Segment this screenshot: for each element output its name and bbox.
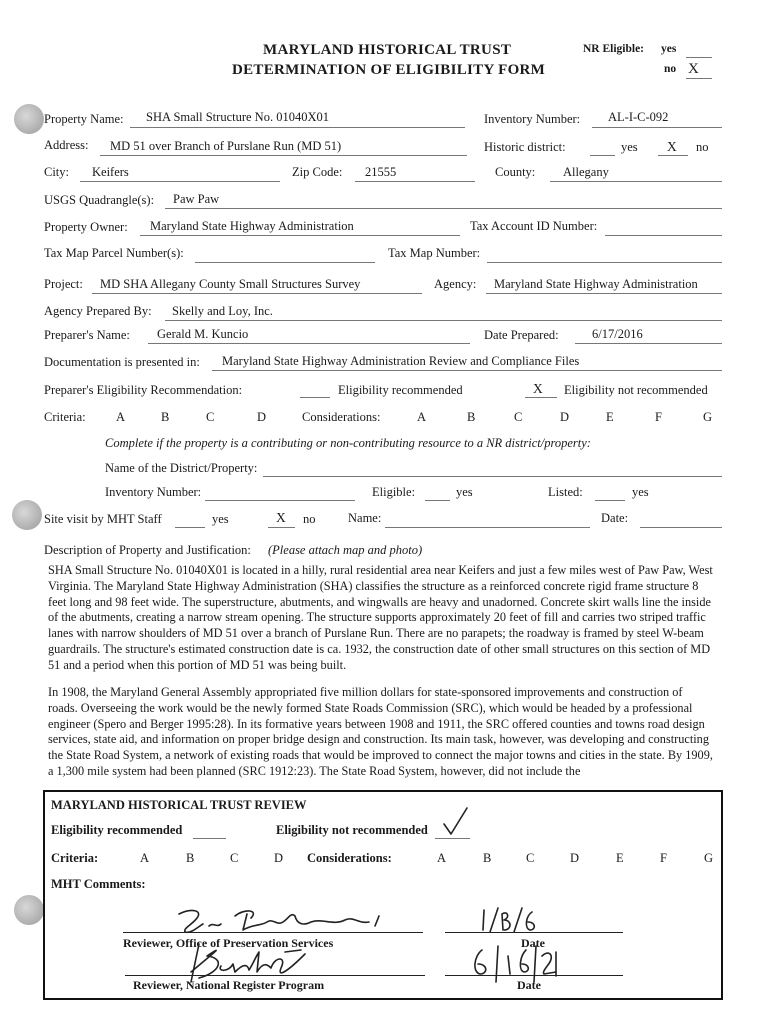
historic-district-mark: X bbox=[667, 139, 677, 154]
description-paragraph-1: SHA Small Structure No. 01040X01 is located in a hilly, rural residential area near Keifers and just a few miles west of Paw Paw, West Virginia. The Maryland State Highway Administration (SHA) classifies the structure as a reinforced concrete rigid frame structure 8 feet long and 98 feet wide. The superstructure, abutments, and wingwalls are heavy and unadorned. Concrete skirt walls line the inside of the abutments, creating a narrow stream opening. The structure supports approximately 20 feet of fill and carries two striped traffic lanes with narrow shoulders of MD 51 over a branch of Purslane Run. There are no parapets; the roadway is framed by steel W-beam guardrails. The structure's estimated construction date is ca. 1932, the construction date of other small structures on this section of MD 51 and a period when this portion of MD 51 was being built. bbox=[48, 563, 713, 672]
usgs-value: Paw Paw bbox=[173, 192, 220, 206]
criteria-option-0: A bbox=[116, 410, 126, 424]
county-value: Allegany bbox=[563, 165, 609, 179]
review-criteria-label: Criteria: bbox=[51, 851, 99, 865]
tax-map-label: Tax Map Number: bbox=[388, 246, 481, 260]
listed-yes: yes bbox=[632, 485, 649, 499]
review-consideration-option-6: G bbox=[704, 851, 714, 865]
nr-no-mark: X bbox=[688, 61, 699, 77]
description-note: (Please attach map and photo) bbox=[268, 543, 423, 557]
owner-value: Maryland State Highway Administration bbox=[150, 219, 354, 233]
preparer-label: Preparer's Name: bbox=[44, 328, 130, 342]
date-prepared-label: Date Prepared: bbox=[484, 328, 559, 342]
agency-prepared-value: Skelly and Loy, Inc. bbox=[172, 304, 273, 318]
listed-label: Listed: bbox=[548, 485, 583, 499]
inventory-number2-label: Inventory Number: bbox=[105, 485, 202, 499]
address-label: Address: bbox=[44, 138, 89, 152]
date-2-value bbox=[485, 960, 528, 976]
tax-parcel-label: Tax Map Parcel Number(s): bbox=[44, 246, 184, 260]
date-1-label: Date bbox=[521, 936, 545, 950]
review-consideration-option-3: D bbox=[570, 851, 580, 865]
nr-yes-label: yes bbox=[661, 43, 677, 55]
review-eligibility-recommended: Eligibility recommended bbox=[51, 823, 183, 837]
eligible-yes: yes bbox=[456, 485, 473, 499]
review-checkmark bbox=[441, 806, 471, 838]
review-consideration-option-5: F bbox=[660, 851, 667, 865]
review-criteria-option-0: A bbox=[140, 851, 150, 865]
review-criteria-option-2: C bbox=[230, 851, 239, 865]
criteria-option-1: B bbox=[161, 410, 170, 424]
nr-eligible-label: NR Eligible: bbox=[583, 43, 645, 55]
review-consideration-option-0: A bbox=[437, 851, 447, 865]
consideration-option-5: F bbox=[655, 410, 662, 424]
review-eligibility-not-recommended: Eligibility not recommended bbox=[276, 823, 428, 837]
consideration-option-0: A bbox=[417, 410, 427, 424]
property-name-label: Property Name: bbox=[44, 112, 124, 126]
project-value: MD SHA Allegany County Small Structures Survey bbox=[100, 277, 361, 291]
consideration-option-4: E bbox=[606, 410, 614, 424]
considerations-label: Considerations: bbox=[302, 410, 381, 424]
site-visit-date-label: Date: bbox=[601, 511, 629, 525]
binder-hole-middle bbox=[12, 500, 42, 530]
site-visit-name-label: Name: bbox=[348, 511, 382, 525]
form-title-line2: DETERMINATION OF ELIGIBILITY FORM bbox=[232, 62, 546, 78]
form-title-line1: MARYLAND HISTORICAL TRUST bbox=[263, 42, 512, 58]
historic-district-no: no bbox=[696, 140, 709, 154]
documentation-label: Documentation is presented in: bbox=[44, 355, 200, 369]
criteria-option-2: C bbox=[206, 410, 215, 424]
review-title: MARYLAND HISTORICAL TRUST REVIEW bbox=[51, 798, 307, 812]
consideration-option-3: D bbox=[560, 410, 570, 424]
site-visit-label: Site visit by MHT Staff bbox=[44, 512, 162, 526]
review-considerations-label: Considerations: bbox=[307, 851, 392, 865]
project-label: Project: bbox=[44, 277, 83, 291]
city-label: City: bbox=[44, 165, 70, 179]
review-consideration-option-4: E bbox=[616, 851, 624, 865]
reviewer-2-label: Reviewer, National Register Program bbox=[133, 978, 325, 992]
zip-value: 21555 bbox=[365, 165, 397, 179]
site-visit-no: no bbox=[303, 512, 316, 526]
preparer-value: Gerald M. Kuncio bbox=[157, 327, 249, 341]
property-name-value: SHA Small Structure No. 01040X01 bbox=[146, 110, 329, 124]
review-criteria-option-3: D bbox=[274, 851, 284, 865]
agency-value: Maryland State Highway Administration bbox=[494, 277, 698, 291]
county-label: County: bbox=[495, 165, 536, 179]
review-consideration-option-1: B bbox=[483, 851, 492, 865]
eligibility-recommendation-mark: X bbox=[533, 381, 543, 396]
review-criteria-option-1: B bbox=[186, 851, 195, 865]
mht-review-box bbox=[43, 790, 723, 1000]
criteria-option-3: D bbox=[257, 410, 267, 424]
historic-district-yes: yes bbox=[621, 140, 638, 154]
eligible-label: Eligible: bbox=[372, 485, 416, 499]
usgs-label: USGS Quadrangle(s): bbox=[44, 193, 155, 207]
site-visit-mark: X bbox=[276, 510, 286, 525]
site-visit-yes: yes bbox=[212, 512, 229, 526]
consideration-option-6: G bbox=[703, 410, 713, 424]
date-prepared-value: 6/17/2016 bbox=[592, 327, 643, 341]
zip-label: Zip Code: bbox=[292, 165, 343, 179]
documentation-value: Maryland State Highway Administration Review and Compliance Files bbox=[222, 354, 580, 368]
eligibility-not-recommended-label: Eligibility not recommended bbox=[564, 383, 708, 397]
criteria-label: Criteria: bbox=[44, 410, 86, 424]
mht-comments-label: MHT Comments: bbox=[51, 877, 146, 891]
eligibility-recommended-label: Eligibility recommended bbox=[338, 383, 463, 397]
reviewer-1-label: Reviewer, Office of Preservation Services bbox=[123, 936, 334, 950]
consideration-option-1: B bbox=[467, 410, 476, 424]
owner-label: Property Owner: bbox=[44, 220, 128, 234]
historic-district-label: Historic district: bbox=[484, 140, 566, 154]
consideration-option-2: C bbox=[514, 410, 523, 424]
inventory-number-value: AL-I-C-092 bbox=[608, 110, 669, 124]
contributing-note: Complete if the property is a contributing or non-contributing resource to a NR district/property: bbox=[105, 436, 591, 450]
agency-prepared-label: Agency Prepared By: bbox=[44, 304, 152, 318]
district-name-label: Name of the District/Property: bbox=[105, 461, 258, 475]
inventory-number-label: Inventory Number: bbox=[484, 112, 581, 126]
date-2-label: Date bbox=[517, 978, 541, 992]
description-label: Description of Property and Justification: bbox=[44, 543, 251, 557]
recommendation-label: Preparer's Eligibility Recommendation: bbox=[44, 383, 243, 397]
city-value: Keifers bbox=[92, 165, 129, 179]
binder-hole-top bbox=[14, 104, 44, 134]
binder-hole-bottom bbox=[14, 895, 44, 925]
nr-no-label: no bbox=[664, 63, 677, 75]
reviewer-1-signature bbox=[173, 904, 393, 940]
description-paragraph-2: In 1908, the Maryland General Assembly appropriated five million dollars for state-sponsored improvements and construction of roads. Overseeing the work would be the newly formed State Roads Commission (SRC), which would be headed by a professional engineer (Spero and Berger 1995:28). In its formative years between 1908 and 1911, the SRC offered counties and towns road design services, state aid, and information on proper bridge design and construction. Its main task, however, was developing and constructing the State Road System, a network of existing roads that would be improved to connect the major towns and cities in the state. By 1909, a 1,300 mile system had been planned (SRC 1912:23). The State Road System, however, did not include the bbox=[48, 685, 713, 778]
review-consideration-option-2: C bbox=[526, 851, 535, 865]
agency-label: Agency: bbox=[434, 277, 477, 291]
address-value: MD 51 over Branch of Purslane Run (MD 51) bbox=[110, 139, 342, 153]
date-1-value bbox=[478, 915, 521, 931]
tax-account-label: Tax Account ID Number: bbox=[470, 219, 598, 233]
